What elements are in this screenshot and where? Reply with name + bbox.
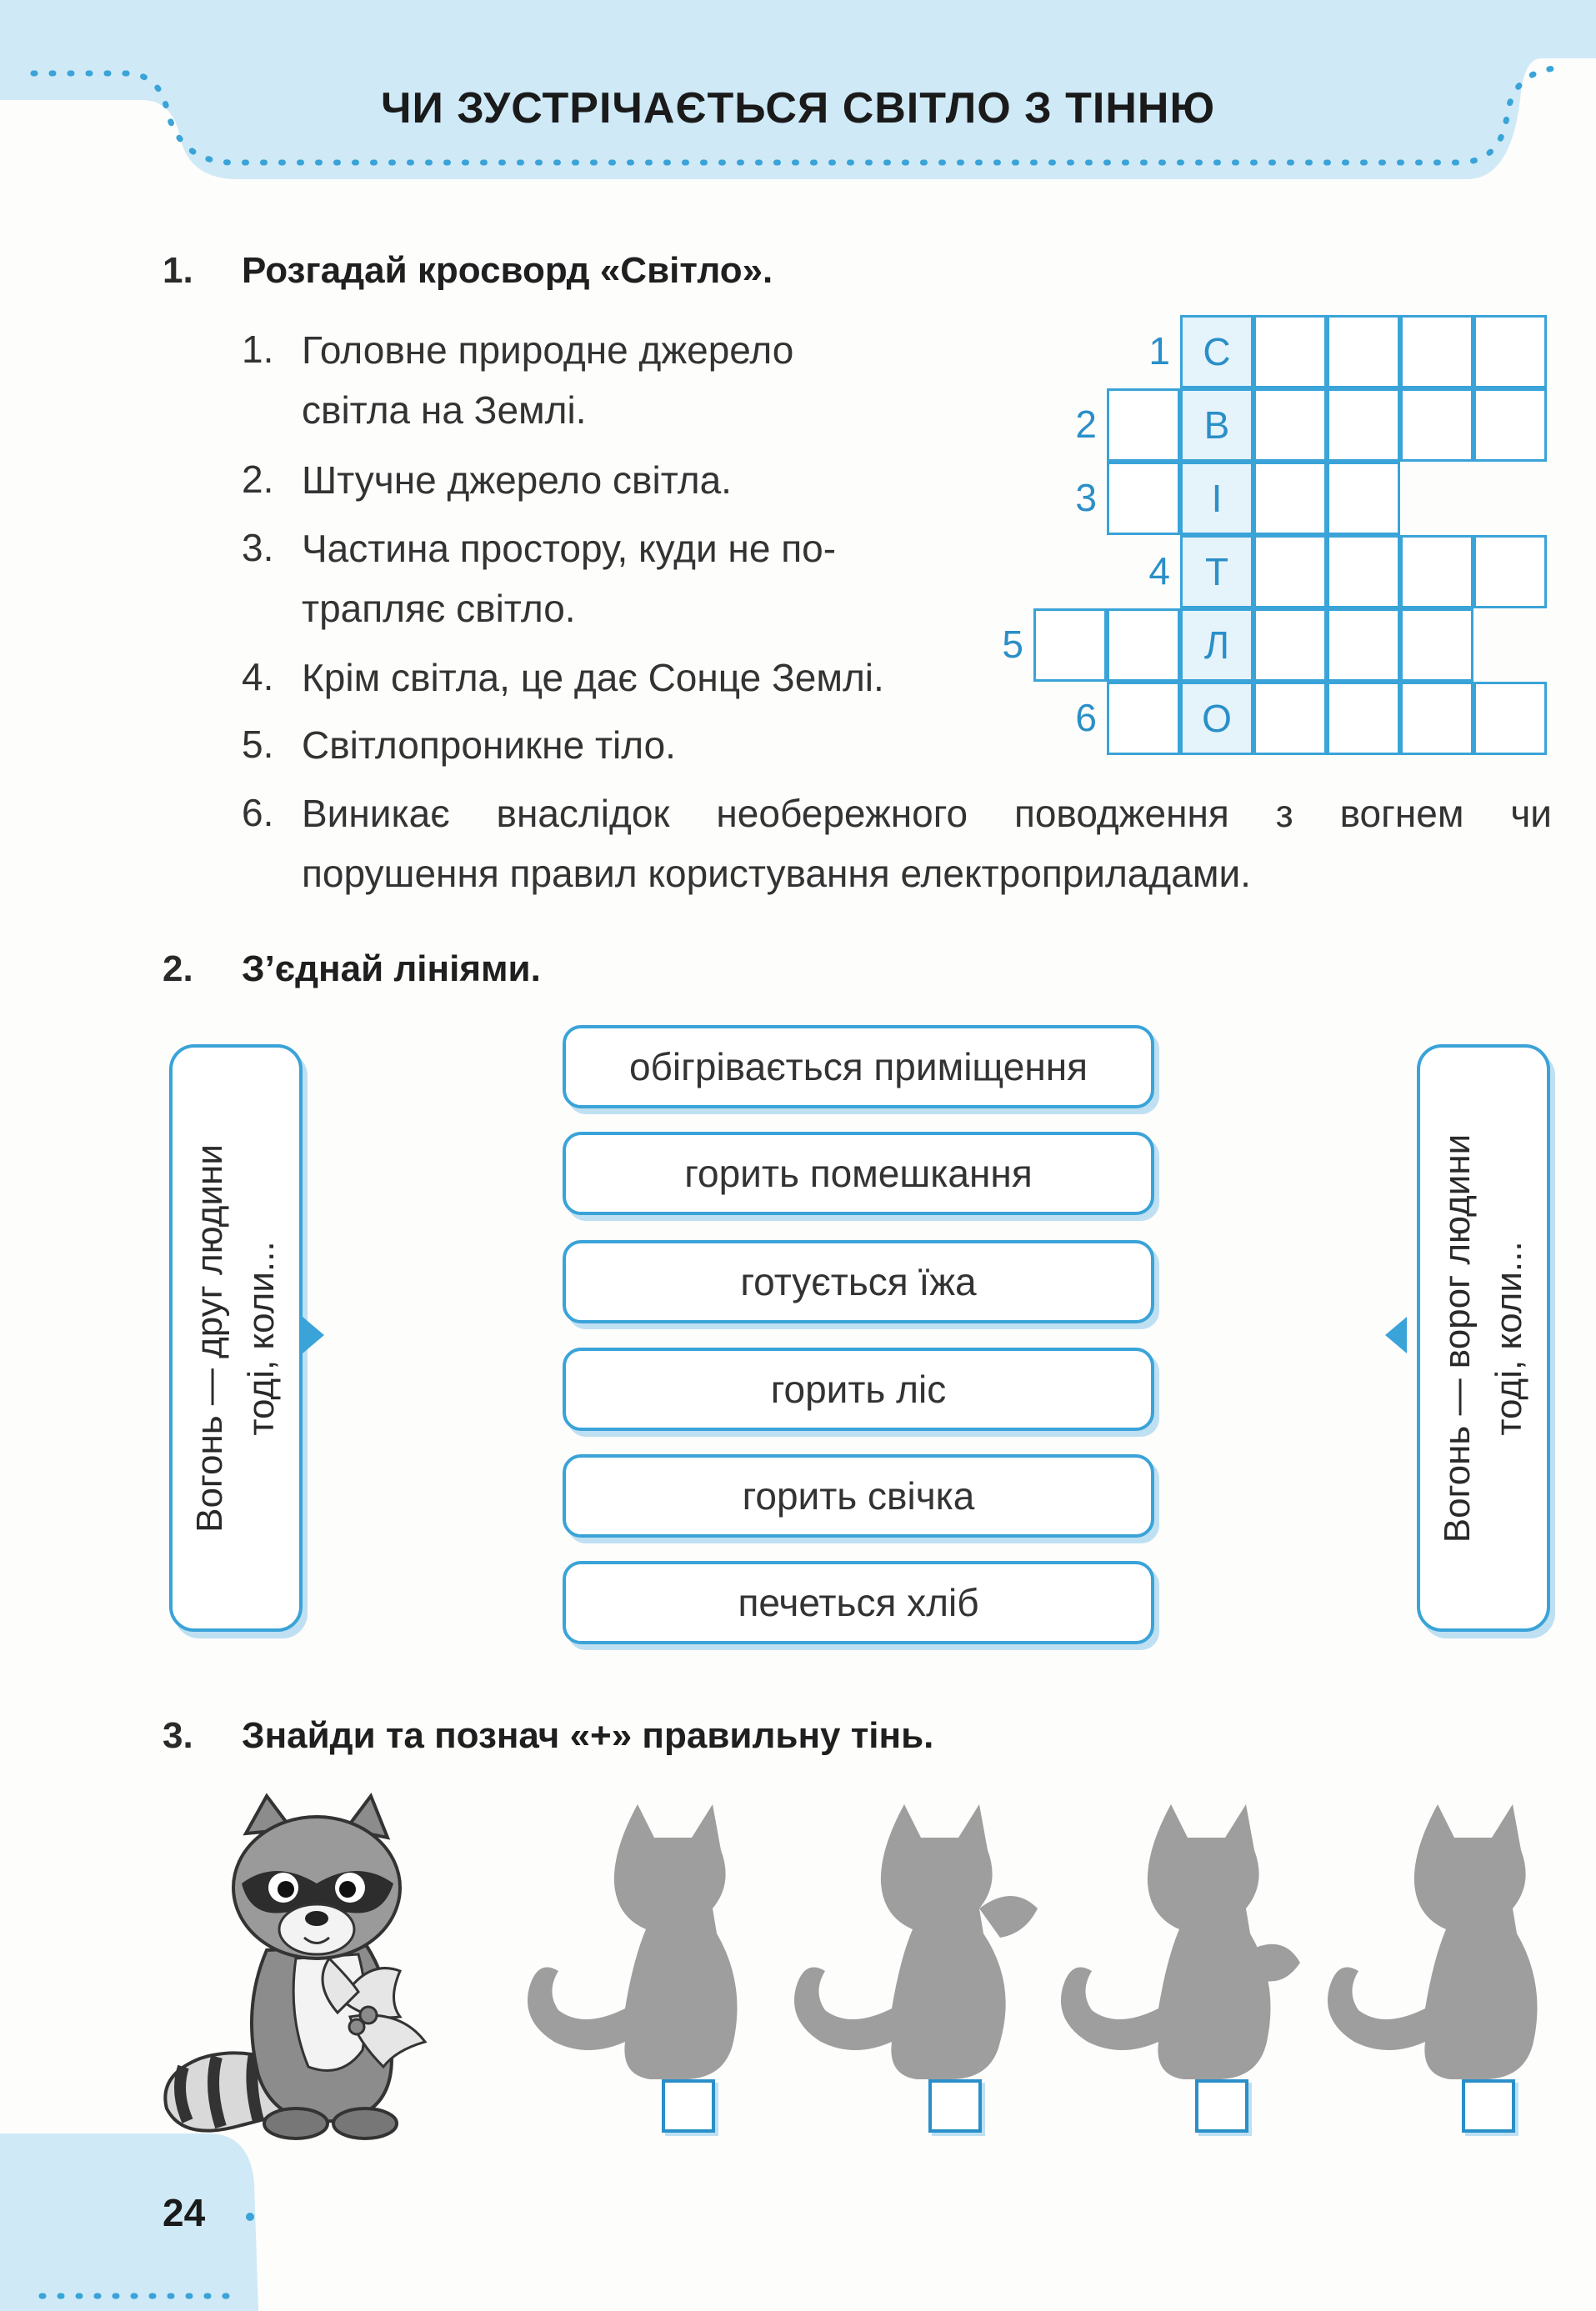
crossword-cell[interactable]	[1327, 535, 1400, 608]
fire-friend-text	[184, 1063, 288, 1613]
crossword-cell[interactable]	[1473, 388, 1547, 462]
crossword-cell[interactable]	[1327, 462, 1400, 535]
clue-line: світла на Землі.	[302, 388, 587, 432]
task2-title: З’єднай лініями.	[242, 948, 541, 989]
crossword-cell[interactable]	[1107, 608, 1180, 682]
crossword-cell[interactable]	[1107, 682, 1180, 755]
shadow-option-1	[521, 1792, 779, 2092]
answer-checkbox-4[interactable]	[1462, 2079, 1515, 2133]
fire-friend-label	[169, 1044, 303, 1632]
clue-text	[302, 518, 836, 638]
crossword-cell[interactable]	[1473, 315, 1547, 388]
crossword-cell[interactable]	[1473, 535, 1547, 608]
crossword-key-letter: С	[1203, 330, 1231, 373]
crossword-cell[interactable]	[1400, 682, 1473, 755]
answer-checkbox-3[interactable]	[1195, 2079, 1248, 2133]
clue-number: 5.	[242, 723, 274, 766]
clue-text	[302, 783, 1552, 843]
crossword-cell[interactable]	[1253, 682, 1327, 755]
clue-line: Виникає внаслідок необережного поводження з вогнем чи	[302, 792, 1552, 835]
match-option[interactable]: горить помешкання	[563, 1132, 1154, 1215]
crossword-cell[interactable]	[1327, 682, 1400, 755]
crossword-cell[interactable]	[1253, 535, 1327, 608]
fire-enemy-text	[1432, 1063, 1535, 1613]
pointer-right-icon	[303, 1317, 324, 1353]
clue-number: 1.	[242, 328, 274, 371]
match-option[interactable]: обігрівається приміщення	[563, 1025, 1154, 1108]
shadow-option-4	[1321, 1792, 1579, 2092]
shadow-option-3	[1054, 1792, 1313, 2092]
raccoon-illustration	[150, 1792, 475, 2158]
task1-title: Розгадай кросворд «Світло».	[242, 250, 773, 291]
crossword-cell[interactable]	[1033, 608, 1107, 682]
crossword-cell[interactable]	[1400, 608, 1473, 682]
crossword-key-letter: Л	[1203, 623, 1230, 667]
clue-line: Головне природне джерело	[302, 328, 794, 372]
crossword-row-number: 6	[1075, 696, 1097, 739]
clue-text	[302, 843, 1251, 903]
crossword-row-number: 3	[1075, 476, 1097, 519]
crossword-cell[interactable]	[1400, 388, 1473, 462]
label-line: Вогонь — ворог людини	[1437, 1133, 1478, 1543]
clue-line: Світлопроникне тіло.	[302, 723, 676, 767]
match-option[interactable]: печеться хліб	[563, 1561, 1154, 1644]
crossword-cell[interactable]	[1327, 608, 1400, 682]
crossword-cell[interactable]	[1253, 462, 1327, 535]
pointer-left-icon	[1385, 1317, 1407, 1353]
shadow-option-2	[788, 1792, 1046, 2092]
fire-enemy-label	[1417, 1044, 1550, 1632]
crossword-key-letter: І	[1211, 477, 1223, 520]
clue-line: трапляє світло.	[302, 587, 576, 630]
crossword-cell[interactable]	[1473, 682, 1547, 755]
raccoon-head	[233, 1796, 400, 1958]
match-option[interactable]: готується їжа	[563, 1240, 1154, 1323]
crossword-row-number: 2	[1075, 403, 1097, 446]
crossword-row-number: 4	[1148, 549, 1170, 593]
task3-title: Знайди та познач «+» правильну тінь.	[242, 1715, 934, 1756]
crossword-key-letter: Т	[1204, 550, 1229, 593]
crossword-cell[interactable]	[1400, 535, 1473, 608]
answer-checkbox-1[interactable]	[662, 2079, 715, 2133]
clue-number: 3.	[242, 526, 274, 569]
clue-text	[302, 320, 793, 440]
crossword-key-letter: О	[1202, 697, 1232, 740]
crossword-cell[interactable]	[1107, 388, 1180, 462]
crossword-cell[interactable]	[1253, 315, 1327, 388]
crossword-cell[interactable]	[1253, 608, 1327, 682]
clue-number: 2.	[242, 458, 274, 501]
clue-line: Штучне джерело світла.	[302, 458, 732, 502]
clue-line: Частина простору, куди не по-	[302, 527, 837, 570]
clue-number: 6.	[242, 791, 274, 834]
crossword-cell[interactable]	[1400, 315, 1473, 388]
label-line: тоді, коли...	[241, 1240, 282, 1436]
clue-text	[302, 648, 884, 708]
crossword-cell[interactable]	[1107, 462, 1180, 535]
label-line: Вогонь — друг людини	[189, 1143, 230, 1533]
clue-text	[302, 450, 732, 510]
crossword-key-letter: В	[1203, 403, 1230, 447]
task3-number: 3.	[163, 1715, 193, 1756]
answer-checkbox-2[interactable]	[928, 2079, 982, 2133]
match-option[interactable]: горить свічка	[563, 1454, 1154, 1538]
clue-line: порушення правил користування електроприладами.	[302, 852, 1251, 895]
page-number: 24	[163, 2191, 206, 2234]
page-title: ЧИ ЗУСТРІЧАЄТЬСЯ СВІТЛО З ТІННЮ	[380, 84, 1216, 133]
crossword-row-number: 5	[1002, 623, 1023, 666]
task1-number: 1.	[163, 250, 193, 291]
crossword-cell[interactable]	[1327, 315, 1400, 388]
label-line: тоді, коли...	[1488, 1240, 1529, 1436]
crossword-row-number: 1	[1148, 329, 1170, 373]
clue-line: Крім світла, це дає Сонце Землі.	[302, 656, 884, 699]
crossword-cell[interactable]	[1327, 388, 1400, 462]
task2-number: 2.	[163, 948, 193, 989]
clue-number: 4.	[242, 655, 274, 698]
crossword-cell[interactable]	[1253, 388, 1327, 462]
match-option[interactable]: горить ліс	[563, 1348, 1154, 1431]
clue-text	[302, 715, 676, 775]
footer-tab	[0, 2133, 300, 2311]
